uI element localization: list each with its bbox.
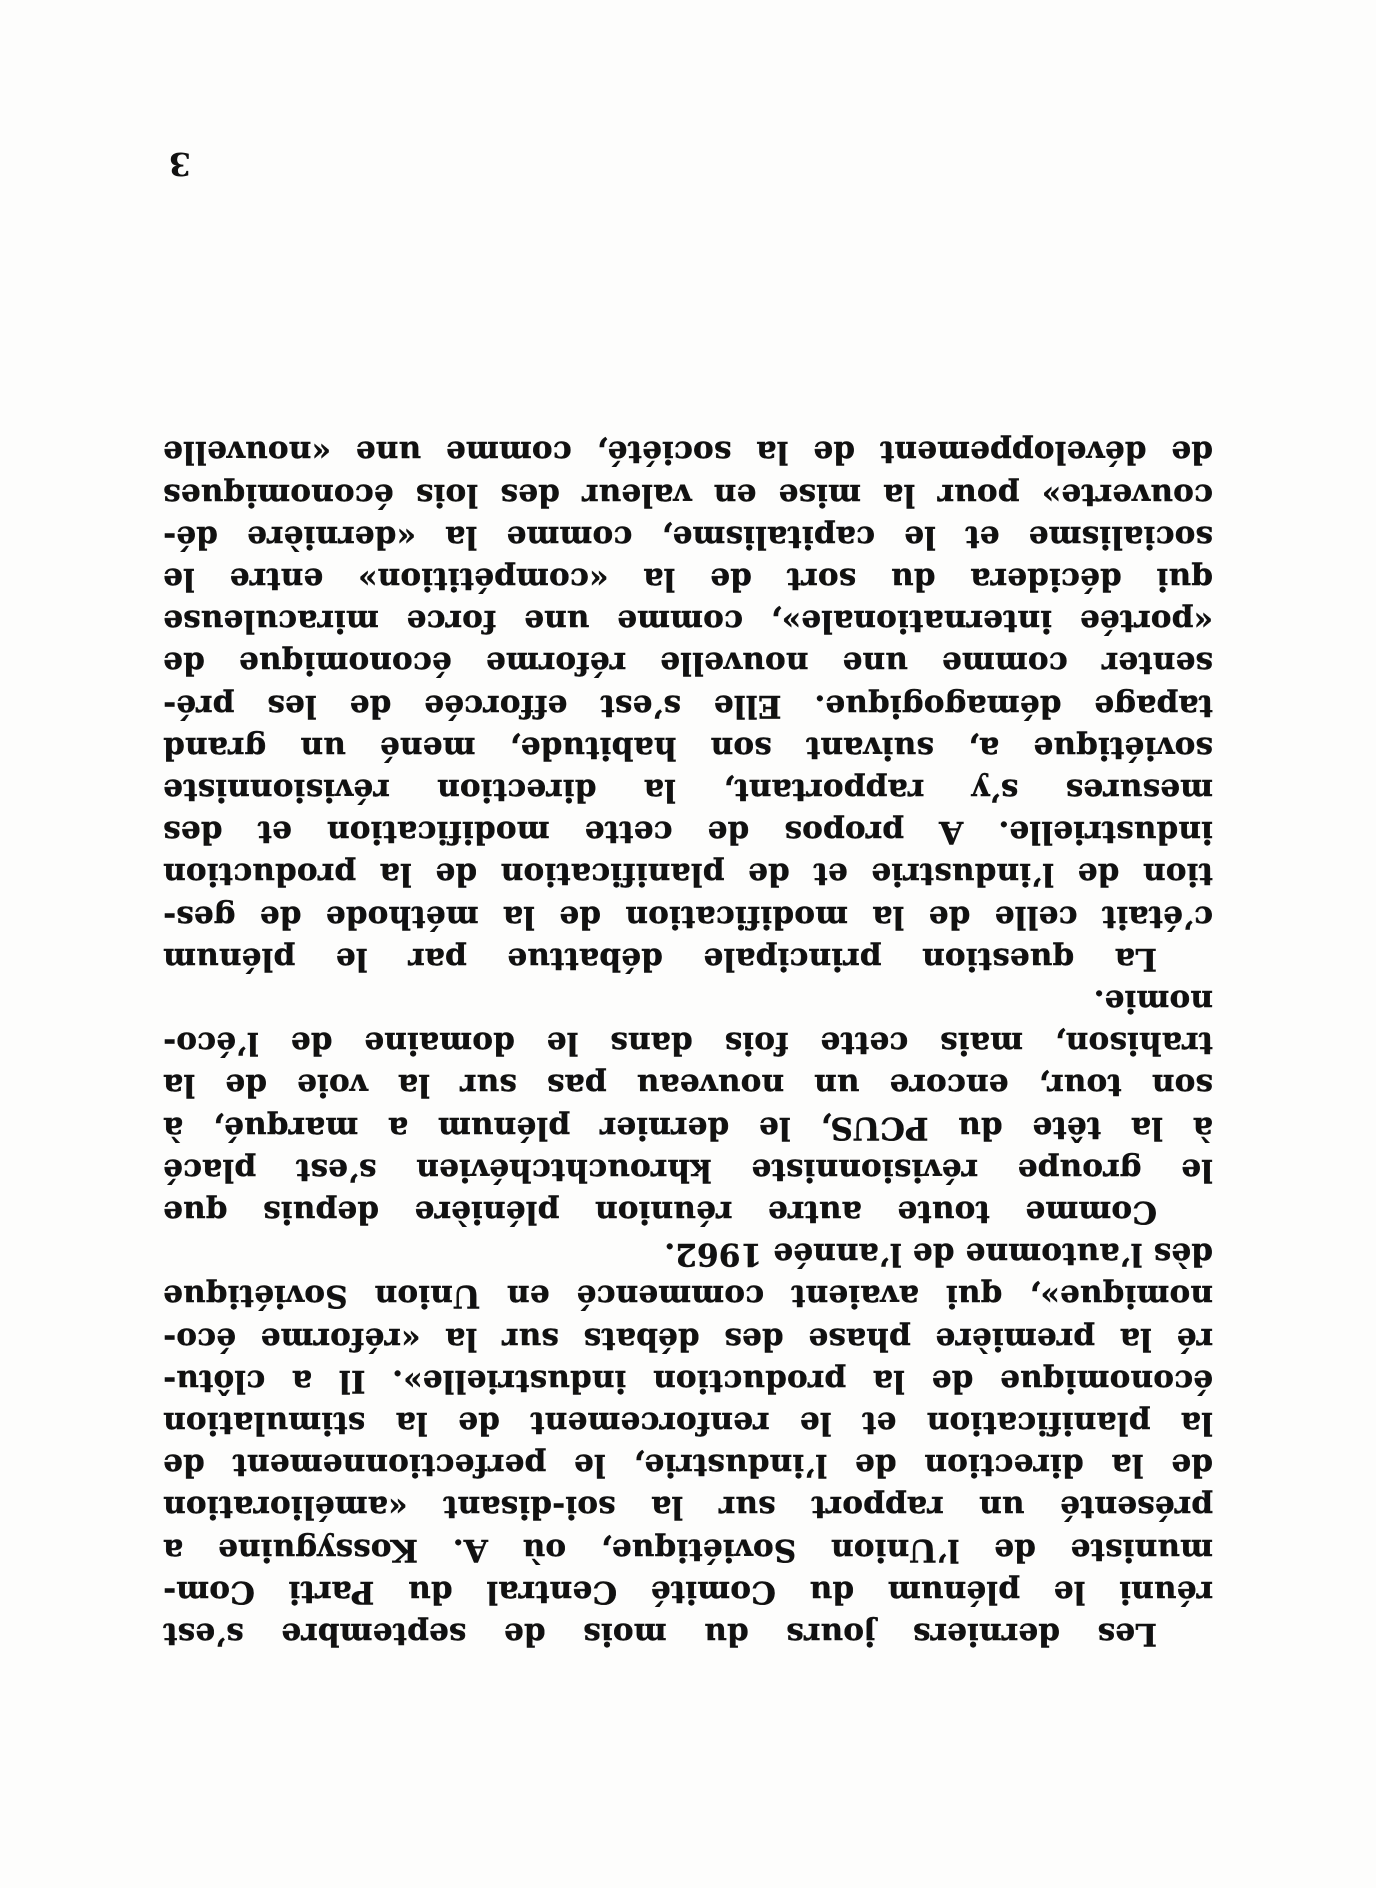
page-number: 3 <box>168 145 191 183</box>
text-line: son tour, encore un nouveau pas sur la voie de la <box>163 1067 1213 1104</box>
text-line: qui décidera du sort de la «compétition» entre le <box>163 560 1213 597</box>
text-line: couverte» pour la mise en valeur des lois économiques <box>163 476 1213 513</box>
text-line: socialisme et le capitalisme, comme la «dernière dé- <box>163 518 1213 555</box>
text-line: économique de la production industrielle». Il a clôtu- <box>163 1362 1213 1399</box>
text-line: senter comme une nouvelle réforme économique de <box>163 645 1213 682</box>
text-line: Comme toute autre réunion plénière depuis que <box>163 1193 1157 1230</box>
text-line: c’était celle de la modification de la méthode de ges- <box>163 898 1213 935</box>
text-line: le groupe révisionniste khrouchtchévien s’est placé <box>163 1151 1213 1188</box>
body-text <box>163 431 1213 1655</box>
text-line: La question principale débattue par le plénum <box>163 940 1157 977</box>
text-line: soviétique a, suivant son habitude, mené un grand <box>163 729 1213 766</box>
text-line: réuni le plénum du Comité Central du Parti Com- <box>163 1573 1213 1610</box>
text-line: industrielle. A propos de cette modification et des <box>163 814 1213 851</box>
text-line: ré la première phase des débats sur la «réforme éco- <box>163 1320 1213 1357</box>
text-line: «portée internationale», comme une force miraculeuse <box>163 603 1213 640</box>
text-line: muniste de l’Union Soviétique, où A. Kossyguine a <box>163 1531 1213 1568</box>
text-line: mesures s’y rapportant, la direction révisionniste <box>163 771 1213 808</box>
text-line: présenté un rapport sur la soi-disant «amélioration <box>163 1489 1213 1526</box>
text-line: de la direction de l’industrie, le perfectionnement de <box>163 1447 1213 1484</box>
text-line: de développement de la société, comme une «nouvelle <box>163 434 1213 471</box>
text-line: à la tête du PCUS, le dernier plénum a marqué, à <box>163 1109 1213 1146</box>
text-line: tapage démagogique. Elle s’est efforcée de les pré- <box>163 687 1213 724</box>
text-line: la planification et le renforcement de la stimulation <box>163 1404 1213 1441</box>
text-line: trahison, mais cette fois dans le domaine de l’éco- <box>163 1025 1213 1062</box>
text-line: Les derniers jours du mois de septembre s’est <box>163 1616 1157 1652</box>
text-line: nomie. <box>1093 982 1213 1019</box>
text-line: nomique», qui avaient commencé en Union Soviétique <box>163 1278 1213 1315</box>
text-line: tion de l’industrie et de planification de la production <box>163 856 1213 893</box>
text-line: dès l’automne de l’année 1962. <box>664 1236 1213 1273</box>
